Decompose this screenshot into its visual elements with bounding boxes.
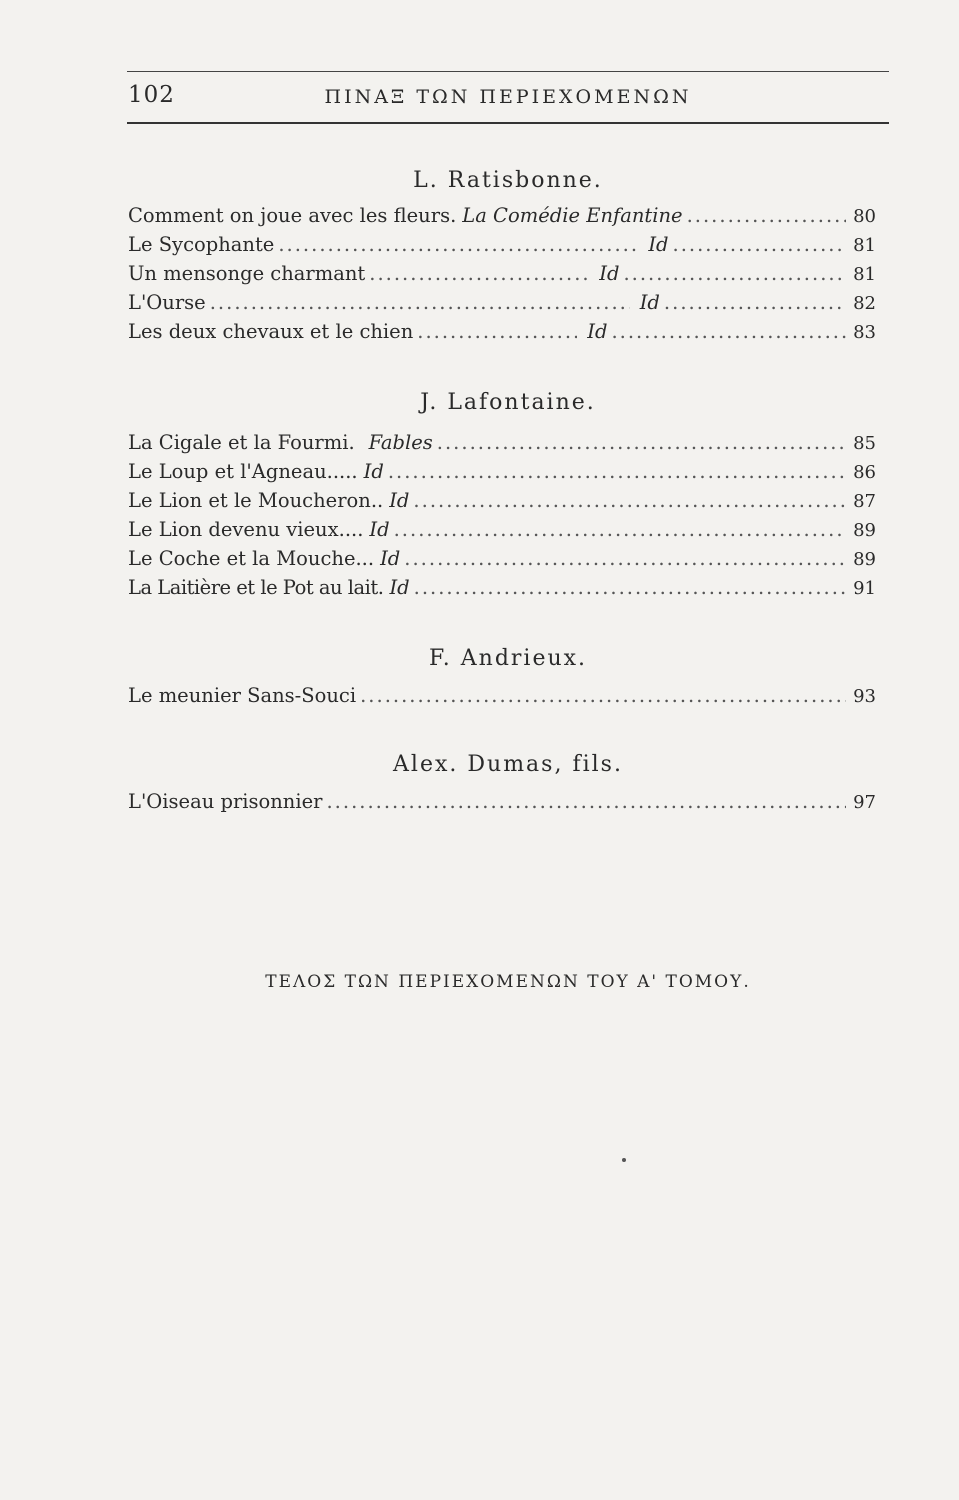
entry-source: Fables: [368, 431, 433, 454]
entry-title: L'Oiseau prisonnier: [128, 790, 323, 813]
entry-page: 97: [853, 792, 876, 813]
toc-entry: [128, 233, 876, 257]
toc-entry: [128, 291, 876, 315]
entry-title: Le Lion et le Moucheron..: [128, 489, 384, 512]
leader-dots: [210, 291, 630, 314]
entry-source: Id: [363, 460, 384, 483]
entry-title: La Laitière et le Pot au lait.: [128, 576, 384, 599]
leader-dots: [414, 576, 846, 599]
entry-title: L'Ourse: [128, 291, 206, 314]
ink-speck: [622, 1158, 626, 1162]
leader-dots: [611, 320, 846, 343]
entry-title: Le Coche et la Mouche...: [128, 547, 375, 570]
section-heading-andrieux: F. Andrieux.: [428, 646, 588, 671]
entry-page: 91: [853, 578, 876, 599]
leader-dots: [388, 460, 846, 483]
leader-dots: [404, 547, 846, 570]
toc-entry: [128, 790, 876, 814]
entry-source: La Comédie Enfantine: [462, 204, 683, 227]
entry-title: La Cigale et la Fourmi.: [128, 431, 355, 454]
toc-entry: [128, 684, 876, 708]
entry-page: 87: [853, 491, 876, 512]
toc-entry: [128, 518, 876, 542]
entry-title: Comment on joue avec les fleurs.: [128, 204, 457, 227]
leader-dots: [687, 204, 846, 227]
leader-dots: [326, 790, 846, 813]
entry-source: Id: [648, 233, 669, 256]
toc-entry: [128, 547, 876, 571]
leader-dots: [664, 291, 846, 314]
section-heading-ratisbonne: L. Ratisbonne.: [413, 168, 603, 193]
leader-dots: [278, 233, 638, 256]
entry-page: 89: [853, 549, 876, 570]
entry-title: Le meunier Sans-Souci: [128, 684, 357, 707]
entry-title: Le Sycophante: [128, 233, 275, 256]
entry-title: Le Lion devenu vieux....: [128, 518, 364, 541]
toc-entry: [128, 431, 876, 455]
end-of-contents-note: ΤΕΛΟΣ ΤΩΝ ΠΕΡΙΕΧΟΜΕΝΩΝ ΤΟΥ Α' ΤΟΜΟΥ.: [265, 972, 751, 992]
entry-source: Id: [369, 518, 390, 541]
entry-page: 81: [853, 235, 876, 256]
leader-dots: [394, 518, 846, 541]
entry-page: 85: [853, 433, 876, 454]
leader-dots: [623, 262, 846, 285]
toc-entry: [128, 460, 876, 484]
leader-dots: [417, 320, 577, 343]
entry-page: 82: [853, 293, 876, 314]
toc-entry: [128, 262, 876, 286]
running-title: ΠΙΝΑΞ ΤΩΝ ΠΕΡΙΕΧΟΜΕΝΩΝ: [324, 86, 692, 108]
entry-title: Le Loup et l'Agneau.....: [128, 460, 358, 483]
entry-source: Id: [587, 320, 608, 343]
section-heading-dumas: Alex. Dumas, fils.: [393, 752, 623, 777]
entry-page: 86: [853, 462, 876, 483]
top-rule: [127, 71, 889, 72]
entry-source: Id: [639, 291, 660, 314]
leader-dots: [369, 262, 589, 285]
entry-source: Id: [389, 576, 410, 599]
entry-page: 89: [853, 520, 876, 541]
section-heading-lafontaine: J. Lafontaine.: [420, 390, 596, 415]
toc-entry: [128, 320, 876, 344]
leader-dots: [673, 233, 846, 256]
entry-page: 80: [853, 206, 876, 227]
header-rule: [127, 122, 889, 124]
entry-source: Id: [389, 489, 410, 512]
leader-dots: [437, 431, 846, 454]
leader-dots: [413, 489, 846, 512]
entry-page: 93: [853, 686, 876, 707]
toc-entry: [128, 576, 876, 600]
entry-page: 81: [853, 264, 876, 285]
entry-source: Id: [599, 262, 620, 285]
entry-title: Les deux chevaux et le chien: [128, 320, 414, 343]
page-number: 102: [128, 82, 175, 108]
entry-title: Un mensonge charmant: [128, 262, 366, 285]
entry-source: Id: [380, 547, 401, 570]
toc-entry: [128, 489, 876, 513]
toc-entry: [128, 204, 876, 228]
entry-page: 83: [853, 322, 876, 343]
leader-dots: [360, 684, 846, 707]
